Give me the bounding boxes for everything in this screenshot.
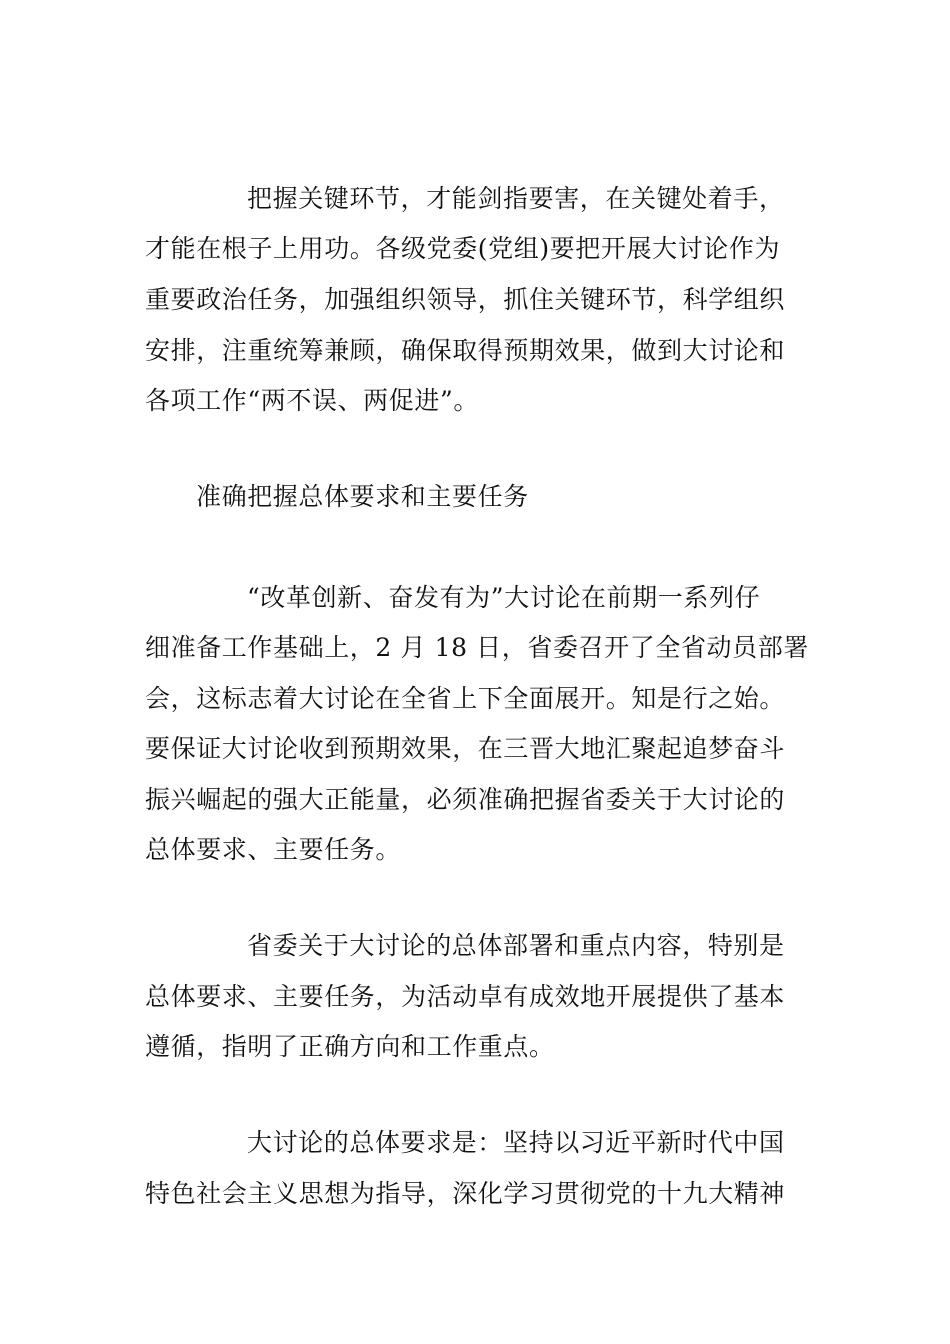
paragraph-2-line-6: 总体要求、主要任务。 bbox=[145, 835, 402, 864]
paragraph-1-line-5: 各项工作“两不误、两促进”。 bbox=[145, 386, 479, 415]
section-heading: 准确把握总体要求和主要任务 bbox=[196, 482, 529, 511]
paragraph-2-line-4: 要保证大讨论收到预期效果，在三晋大地汇聚起追梦奋斗 bbox=[145, 734, 786, 763]
paragraph-1-line-4: 安排，注重统筹兼顾，确保取得预期效果，做到大讨论和 bbox=[145, 336, 786, 365]
paragraph-2-line-1: “改革创新、奋发有为”大讨论在前期一系列仔 bbox=[247, 583, 761, 612]
paragraph-2-line-5: 振兴崛起的强大正能量，必须准确把握省委关于大讨论的 bbox=[145, 785, 786, 814]
paragraph-2-line-2: 细准备工作基础上，2 月 18 日，省委召开了全省动员部署 bbox=[145, 633, 809, 662]
paragraph-1-line-1: 把握关键环节，才能剑指要害，在关键处着手， bbox=[247, 184, 785, 213]
paragraph-3-line-3: 遵循，指明了正确方向和工作重点。 bbox=[145, 1032, 555, 1061]
paragraph-2-line-3: 会，这标志着大讨论在全省上下全面展开。知是行之始。 bbox=[145, 684, 786, 713]
paragraph-3-line-1: 省委关于大讨论的总体部署和重点内容，特别是 bbox=[247, 931, 785, 960]
paragraph-3-line-2: 总体要求、主要任务，为活动卓有成效地开展提供了基本 bbox=[145, 982, 786, 1011]
paragraph-4-line-2: 特色社会主义思想为指导，深化学习贯彻党的十九大精神 bbox=[145, 1179, 786, 1208]
paragraph-1-line-2: 才能在根子上用功。各级党委(党组)要把开展大讨论作为 bbox=[145, 234, 781, 263]
paragraph-1-line-3: 重要政治任务，加强组织领导，抓住关键环节，科学组织 bbox=[145, 285, 786, 314]
paragraph-4-line-1: 大讨论的总体要求是：坚持以习近平新时代中国 bbox=[247, 1128, 785, 1157]
